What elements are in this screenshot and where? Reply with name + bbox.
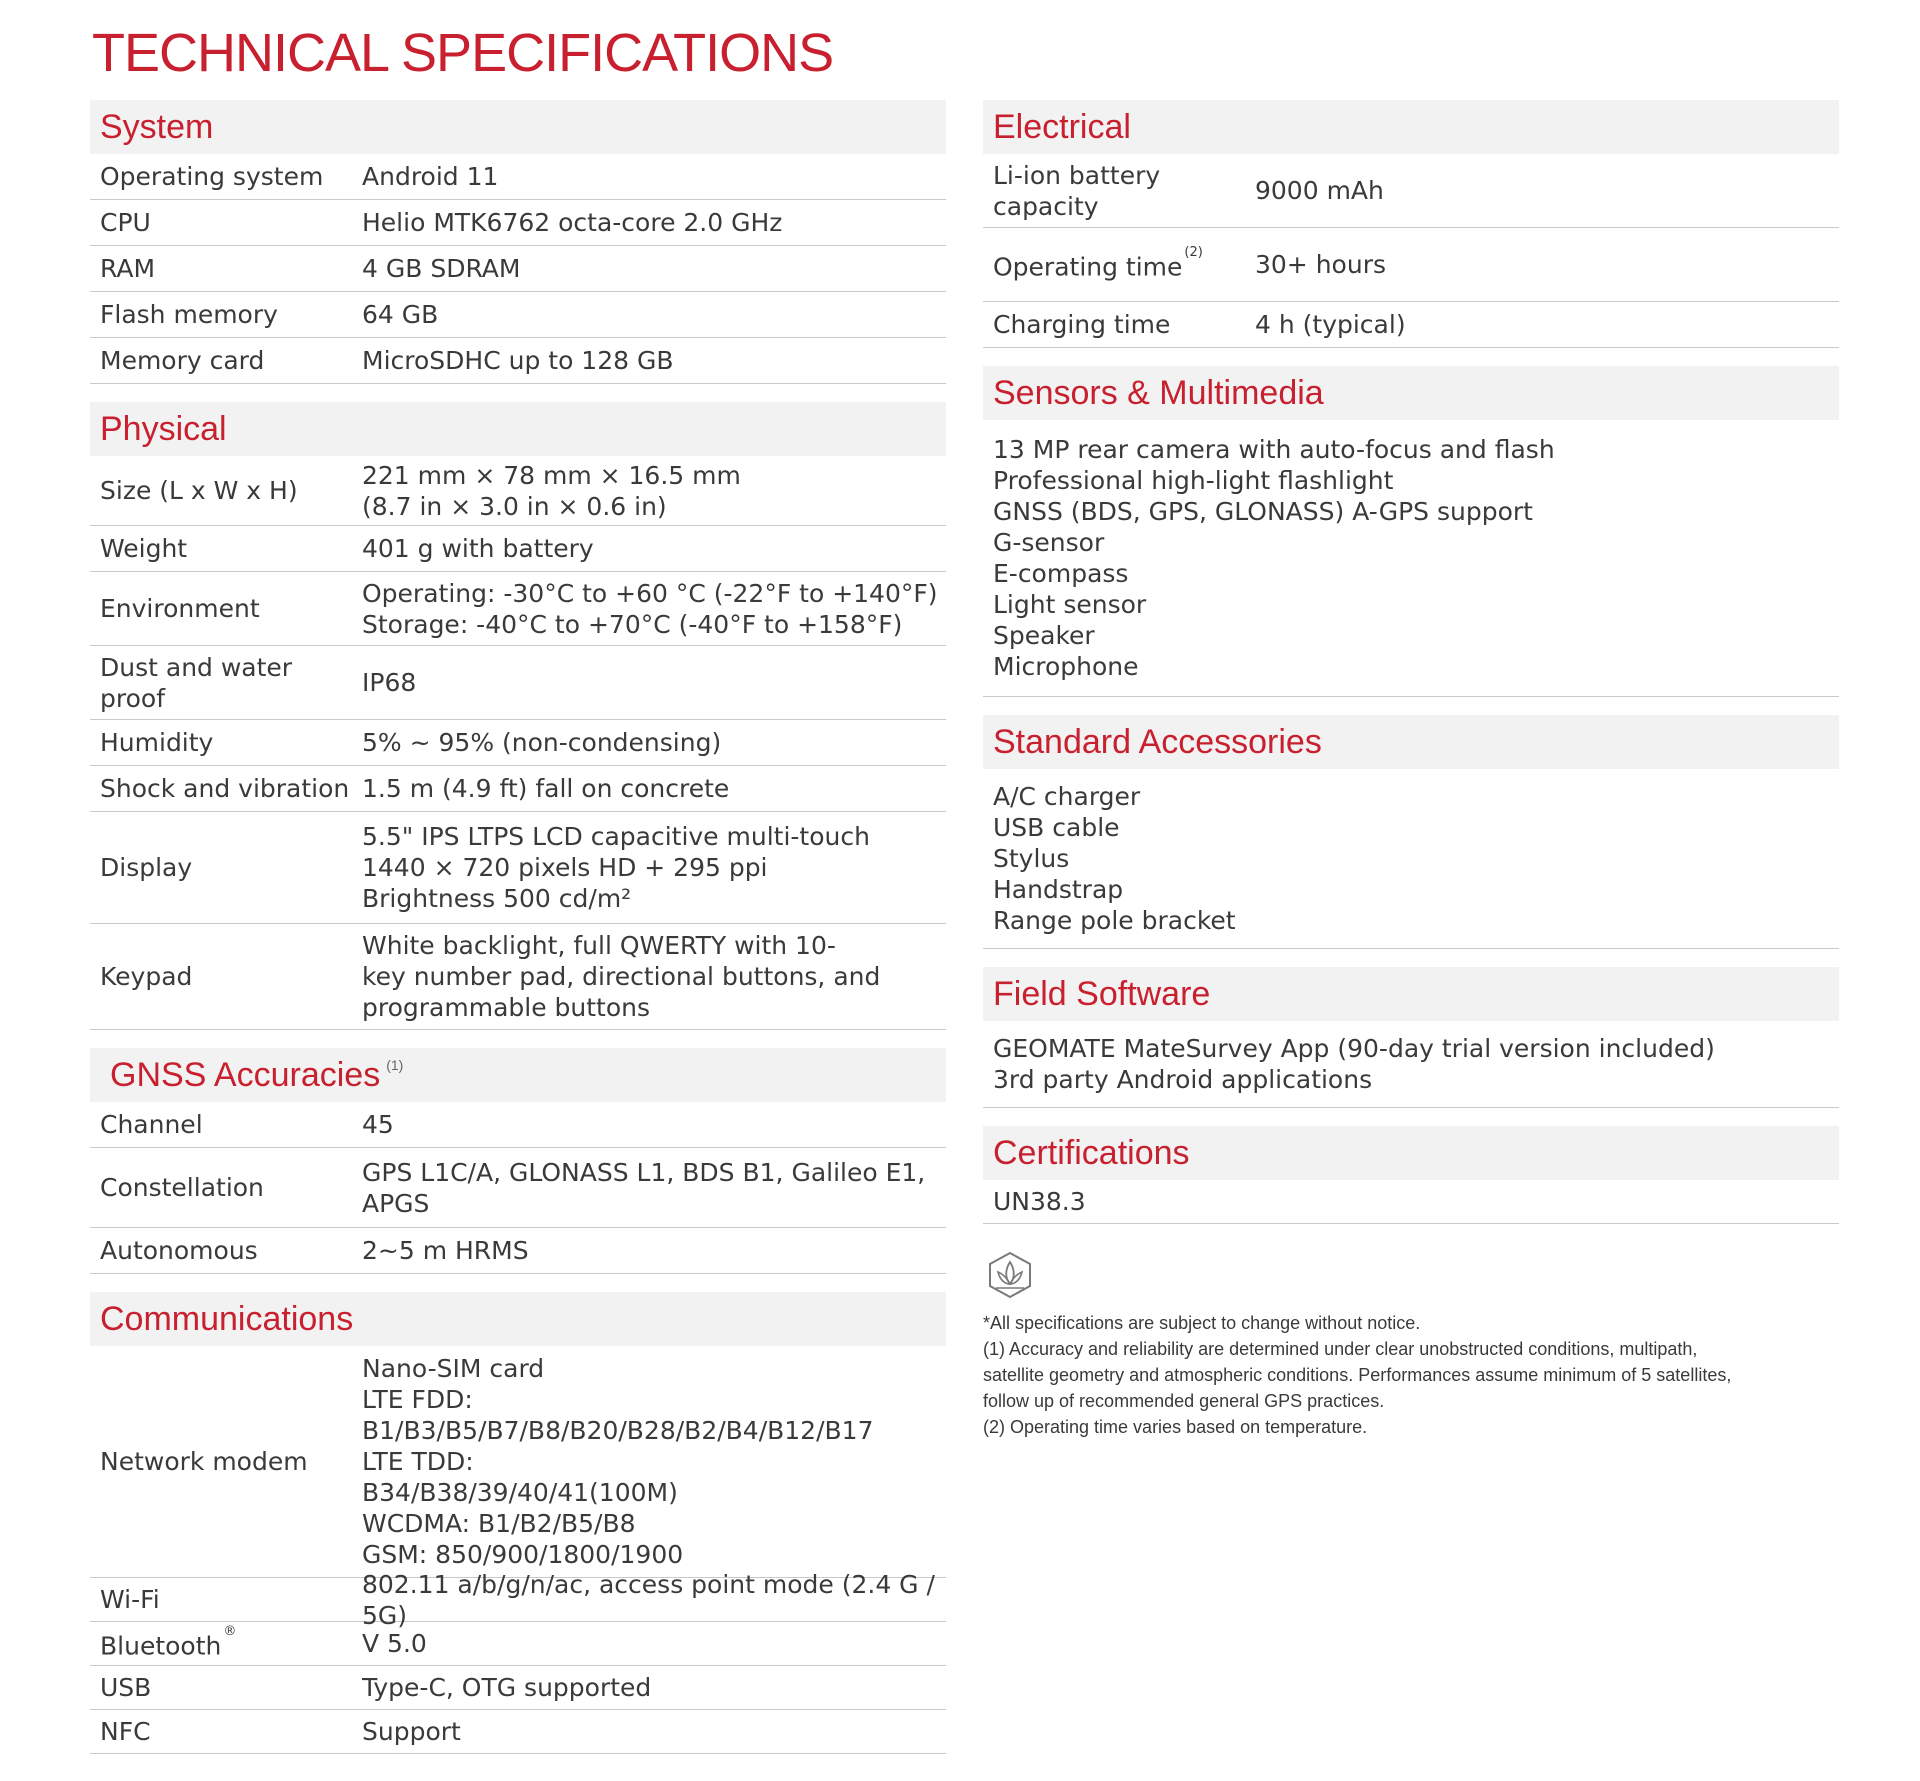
spec-value xyxy=(362,460,946,522)
spec-label: Operating system xyxy=(100,162,324,191)
spec-value: 4 GB SDRAM xyxy=(362,254,521,283)
footnote-mark: (1) xyxy=(386,1057,404,1073)
operating-time-label: Operating time xyxy=(993,252,1183,282)
list-item: Speaker xyxy=(993,621,1095,650)
spec-row xyxy=(90,812,946,924)
spec-row xyxy=(90,1148,946,1228)
spec-value: 802.11 a/b/g/n/ac, access point mode (2.4 G / 5G) xyxy=(362,1569,935,1630)
footnote-mark: (2) xyxy=(1184,244,1203,260)
spec-row xyxy=(90,1228,946,1274)
spec-value xyxy=(362,821,946,914)
electrical-heading: Electrical xyxy=(983,100,1839,154)
spec-label: Shock and vibration xyxy=(100,774,350,803)
spec-label: Autonomous xyxy=(100,1236,258,1265)
list-item: USB cable xyxy=(993,813,1120,842)
spec-value: 9000 mAh xyxy=(1255,176,1384,205)
spec-value: IP68 xyxy=(362,668,417,697)
list-item: 13 MP rear camera with auto-focus and flash xyxy=(993,435,1555,464)
spec-label: RAM xyxy=(100,254,156,283)
gnss-heading-text: GNSS Accuracies xyxy=(110,1055,381,1094)
spec-row xyxy=(90,1102,946,1148)
left-column xyxy=(90,100,946,1772)
value-line: 221 mm × 78 mm × 16.5 mm xyxy=(362,460,741,490)
list-item: Microphone xyxy=(993,652,1139,681)
spec-value: 401 g with battery xyxy=(362,534,594,563)
value-line: (8.7 in × 3.0 in × 0.6 in) xyxy=(362,491,667,521)
list-item: 3rd party Android applications xyxy=(993,1065,1373,1094)
spec-row xyxy=(90,526,946,572)
communications-heading: Communications xyxy=(90,1292,946,1346)
spec-value: Helio MTK6762 octa-core 2.0 GHz xyxy=(362,208,783,237)
value-line: GSM: 850/900/1800/1900 xyxy=(362,1540,684,1569)
list-item: UN38.3 xyxy=(993,1187,1086,1216)
spec-row xyxy=(90,246,946,292)
spec-row xyxy=(90,200,946,246)
spec-row xyxy=(90,1346,946,1578)
software-heading: Field Software xyxy=(983,967,1839,1021)
spec-value xyxy=(362,1353,946,1570)
spec-label: Constellation xyxy=(100,1173,264,1202)
value-line: key number pad, directional buttons, and xyxy=(362,962,881,991)
spec-label: Channel xyxy=(100,1110,203,1139)
system-section xyxy=(90,100,946,384)
spec-row xyxy=(983,154,1839,228)
spec-label: Display xyxy=(100,853,193,882)
spec-value xyxy=(362,930,946,1023)
spec-value xyxy=(362,578,946,640)
spec-value: Support xyxy=(362,1717,461,1746)
value-line: programmable buttons xyxy=(362,993,651,1022)
spec-value: V 5.0 xyxy=(362,1629,427,1658)
label-line: Li-ion battery xyxy=(993,160,1161,190)
spec-label: Size (L x W x H) xyxy=(100,476,298,505)
spec-row xyxy=(90,1710,946,1754)
list-item: Professional high-light flashlight xyxy=(993,466,1394,495)
list-item: Stylus xyxy=(993,844,1070,873)
value-line: WCDMA: B1/B2/B5/B8 xyxy=(362,1509,636,1538)
spec-row xyxy=(90,1666,946,1710)
spec-row xyxy=(90,766,946,812)
spec-label: Network modem xyxy=(100,1447,308,1476)
spec-value: 64 GB xyxy=(362,300,439,329)
spec-row xyxy=(90,338,946,384)
sensors-section xyxy=(983,366,1839,697)
page-title: TECHNICAL SPECIFICATIONS xyxy=(92,23,834,83)
footnote-line: (2) Operating time varies based on temperature. xyxy=(983,1417,1368,1437)
list-item: GEOMATE MateSurvey App (90-day trial version included) xyxy=(993,1034,1715,1063)
list-item: GNSS (BDS, GPS, GLONASS) A-GPS support xyxy=(993,497,1533,526)
footnote-line: follow up of recommended general GPS practices. xyxy=(983,1391,1385,1411)
value-line: APGS xyxy=(362,1188,430,1218)
physical-section xyxy=(90,402,946,1030)
accessories-heading: Standard Accessories xyxy=(983,715,1839,769)
spec-label: Dust and water proof xyxy=(100,652,293,713)
electrical-section xyxy=(983,100,1839,348)
certifications-section xyxy=(983,1126,1839,1224)
footnote-line: (1) Accuracy and reliability are determined under clear unobstructed conditions, multipath, xyxy=(983,1339,1698,1359)
footnote-line: satellite geometry and atmospheric conditions. Performances assume minimum of 5 satellites, xyxy=(983,1365,1732,1385)
accessories-section xyxy=(983,715,1839,949)
software-section xyxy=(983,967,1839,1108)
spec-value: 30+ hours xyxy=(1255,250,1386,279)
spec-value: Type-C, OTG supported xyxy=(362,1673,652,1702)
spec-value: Android 11 xyxy=(362,162,499,191)
spec-value: MicroSDHC up to 128 GB xyxy=(362,346,674,375)
spec-value: 1.5 m (4.9 ft) fall on concrete xyxy=(362,774,730,803)
value-line: LTE FDD: xyxy=(362,1385,473,1414)
value-line: White backlight, full QWERTY with 10- xyxy=(362,931,836,960)
spec-row xyxy=(983,228,1839,302)
spec-label: Memory card xyxy=(100,346,265,375)
spec-label xyxy=(983,244,1255,282)
spec-value: 2~5 m HRMS xyxy=(362,1236,529,1265)
value-line: Storage: -40°C to +70°C (-40°F to +158°F) xyxy=(362,609,903,639)
spec-label: Flash memory xyxy=(100,300,278,329)
spec-row xyxy=(90,720,946,766)
list-item: Handstrap xyxy=(993,875,1124,904)
value-line: Brightness 500 cd/m² xyxy=(362,884,632,913)
sensor-list xyxy=(983,420,1839,697)
spec-label: Charging time xyxy=(993,310,1171,339)
spec-row xyxy=(90,646,946,720)
list-item: E-compass xyxy=(993,559,1129,588)
list-item: A/C charger xyxy=(993,782,1141,811)
footnotes xyxy=(983,1310,1843,1440)
gnss-heading xyxy=(90,1048,946,1102)
physical-heading: Physical xyxy=(90,402,946,456)
spec-row xyxy=(90,456,946,526)
spec-value xyxy=(362,1157,946,1219)
spec-value: 5% ~ 95% (non-condensing) xyxy=(362,728,722,757)
spec-row xyxy=(90,1569,946,1630)
spec-row xyxy=(90,572,946,646)
spec-value: 4 h (typical) xyxy=(1255,310,1406,339)
value-line: 1440 × 720 pixels HD + 295 ppi xyxy=(362,853,768,882)
spec-label: NFC xyxy=(100,1717,151,1746)
sensors-heading: Sensors & Multimedia xyxy=(983,366,1839,420)
spec-label: Humidity xyxy=(100,728,214,757)
footnote-line: *All specifications are subject to change without notice. xyxy=(983,1313,1421,1333)
gnss-section xyxy=(90,1048,946,1274)
value-line: GPS L1C/A, GLONASS L1, BDS B1, Galileo E1, xyxy=(362,1157,926,1187)
spec-row xyxy=(90,292,946,338)
value-line: B1/B3/B5/B7/B8/B20/B28/B2/B4/B12/B17 xyxy=(362,1416,874,1445)
spec-label: Wi-Fi xyxy=(100,1585,160,1614)
certification-list xyxy=(983,1180,1839,1224)
spec-value: 45 xyxy=(362,1110,394,1139)
value-line: B34/B38/39/40/41(100M) xyxy=(362,1478,678,1507)
value-line: LTE TDD: xyxy=(362,1447,474,1476)
spec-label: Keypad xyxy=(100,962,193,991)
registered-mark: ® xyxy=(223,1623,237,1639)
spec-label: USB xyxy=(100,1673,152,1702)
spec-label: Weight xyxy=(100,534,188,563)
system-heading: System xyxy=(90,100,946,154)
value-line: 5.5" IPS LTPS LCD capacitive multi-touch xyxy=(362,822,870,851)
right-column xyxy=(983,100,1839,1242)
accessory-list xyxy=(983,769,1839,949)
list-item: G-sensor xyxy=(993,528,1105,557)
spec-row xyxy=(90,924,946,1030)
spec-row xyxy=(983,302,1839,348)
spec-label: CPU xyxy=(100,208,151,237)
lotus-logo-icon xyxy=(985,1250,1035,1300)
list-item: Range pole bracket xyxy=(993,906,1236,935)
spec-label xyxy=(983,160,1255,222)
spec-label: Environment xyxy=(100,594,260,623)
spec-row xyxy=(90,1622,946,1666)
certifications-heading: Certifications xyxy=(983,1126,1839,1180)
value-line: Operating: -30°C to +60 °C (-22°F to +140°F) xyxy=(362,578,938,608)
spec-label xyxy=(90,1623,362,1661)
software-list xyxy=(983,1021,1839,1108)
bluetooth-label: Bluetooth xyxy=(100,1631,222,1661)
label-line: capacity xyxy=(993,191,1099,221)
value-line: Nano-SIM card xyxy=(362,1354,545,1383)
list-item: Light sensor xyxy=(993,590,1147,619)
spec-row xyxy=(90,154,946,200)
communications-section xyxy=(90,1292,946,1754)
